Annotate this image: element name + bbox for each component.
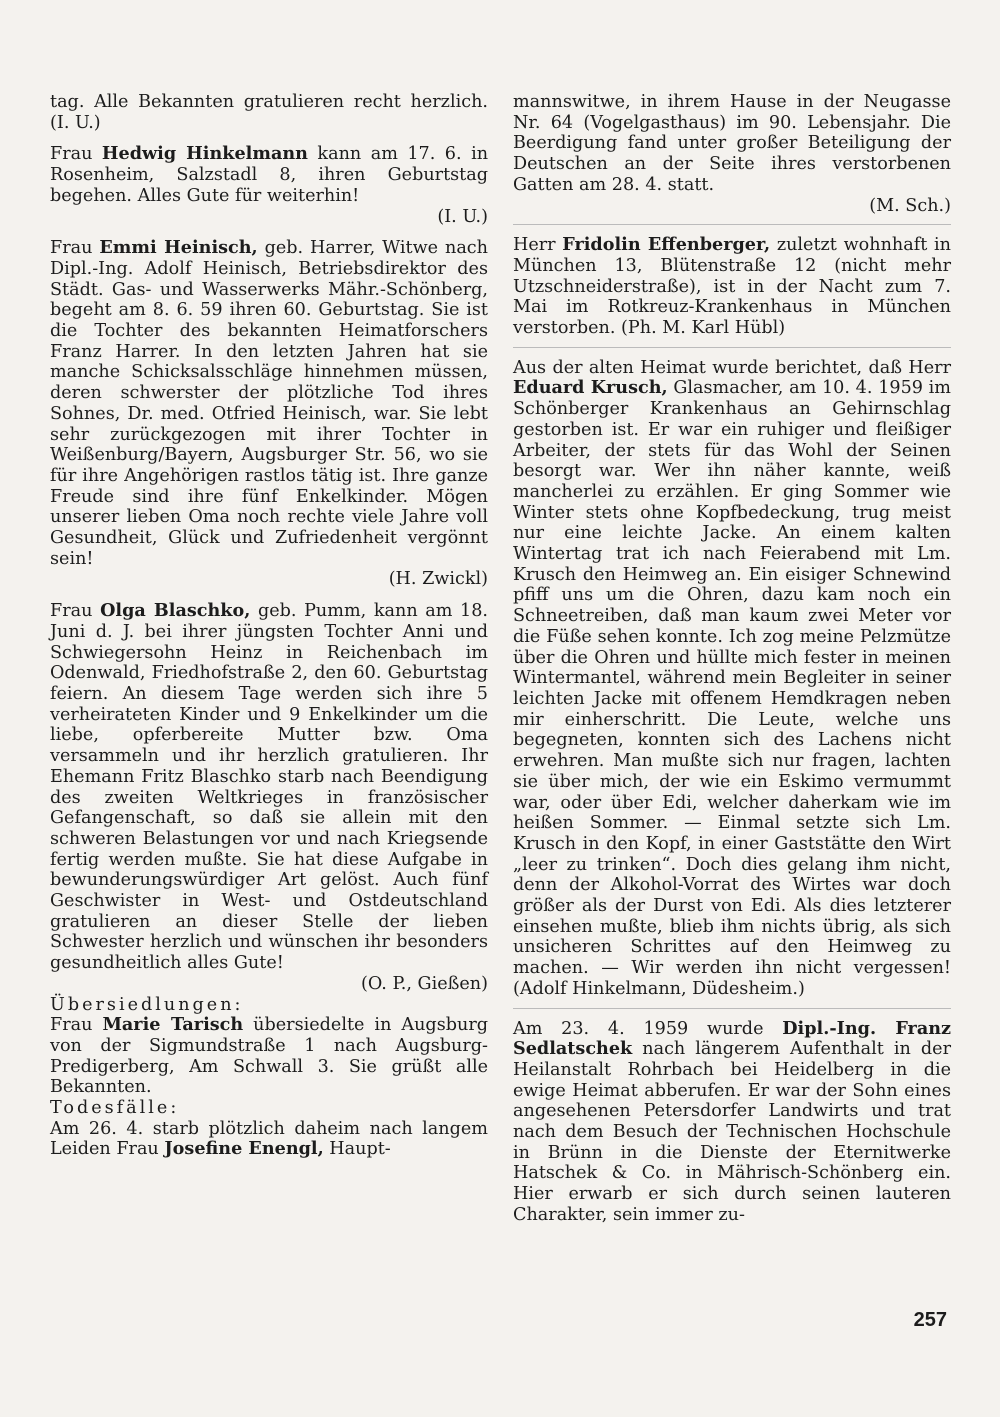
- signature: (O. P., Gießen): [361, 973, 488, 994]
- notice-effenberger: Herr Fridolin Effenberger, zuletzt wohnhaft in München 13, Blütenstraße 12 (nicht mehr Utzschneiderstraße), ist in der Nacht zum 7. Mai im Rotkreuz-Krankenhaus in München verstorben. (Ph. M. Karl Hübl): [513, 234, 951, 339]
- notice-sedlatschek: Am 23. 4. 1959 wurde Dipl.-Ing. Franz Sedlatschek nach längerem Aufenthalt in der Heilanstalt Rohrbach bei Heidelberg in die ewige Heimat abberufen. Er war der Sohn eines angesehenen Petersdorfer Landwirts und trat nach dem Besuch der Technischen Hochschule in Brünn in die Dienste der Eternitwerke Hatschek & Co. in Mährisch-Schönberg ein. Hier erwarb er sich durch seinen lauteren Charakter, sein immer zu-: [513, 1017, 952, 1225]
- person-name: Josefine Enengl,: [164, 1138, 324, 1160]
- person-name: Eduard Krusch,: [513, 377, 668, 399]
- person-name: Emmi Heinisch,: [99, 237, 258, 259]
- paragraph-continuation: mannswitwe, in ihrem Hause in der Neugasse Nr. 64 (Vogelgasthaus) im 90. Lebensjahr. Die Beerdigung fand unter großer Beteiligung der Deutschen an der Seite ihres verstorbenen Gatten am 28. 4. statt.: [513, 92, 951, 195]
- left-column: [50, 92, 488, 1160]
- paragraph-continuation: tag. Alle Bekannten gratulieren recht herzlich. (I. U.): [50, 92, 488, 133]
- divider: [513, 224, 951, 225]
- person-name: Dipl.-Ing. Franz Sedlatschek: [513, 1017, 952, 1060]
- person-name: Marie Tarisch: [102, 1014, 244, 1036]
- divider: [513, 347, 951, 348]
- notice-hinkelmann: Frau Hedwig Hinkelmann kann am 17. 6. in Rosenheim, Salzstadl 8, ihren Geburtstag begehen. Alles Gute für weiterhin!: [50, 143, 489, 206]
- person-name: Olga Blaschko,: [100, 600, 251, 622]
- person-name: Hedwig Hinkelmann: [101, 143, 308, 165]
- divider: [513, 1008, 951, 1009]
- notice-enengl: Am 26. 4. starb plötzlich daheim nach langem Leiden Frau Josefine Enengl, Haupt-: [50, 1118, 488, 1160]
- notice-heinisch: Frau Emmi Heinisch, geb. Harrer, Witwe nach Dipl.-Ing. Adolf Heinisch, Betriebsdirektor des Städt. Gas- und Wasserwerks Mähr.-Schönberg, begeht am 8. 6. 59 ihren 60. Geburtstag. Sie ist die Tochter des bekannten Heimatforschers Franz Harrer. In den letzten Jahren hat sie manche Schicksalsschläge hinnehmen müssen, deren schwerster der plötzliche Tod ihres Sohnes, Dr. med. Otfried Heinisch, war. Sie lebt sehr zurückgezogen mit ihrer Tochter in Weißenburg/Bayern, Augsburger Str. 56, wo sie für ihre Angehörigen rastlos tätig ist. Ihre ganze Freude sind ihre fünf Enkelkinder. Mögen unserer lieben Oma noch rechte viele Jahre voll Gesundheit, Glück und Zufriedenheit vergönnt sein!: [50, 237, 488, 569]
- notice-blaschko: Frau Olga Blaschko, geb. Pumm, kann am 18. Juni d. J. bei ihrer jüngsten Tochter Anni und Schwiegersohn Heinz in Reichenbach im Odenwald, Friedhofstraße 2, den 60. Geburtstag feiern. An diesem Tage werden sich ihre 5 verheirateten Kinder und 9 Enkelkinder um die liebe, opferbereite Mutter bzw. Oma versammeln und ihr herzlich gratulieren. Ihr Ehemann Fritz Blaschko starb nach Beendigung des zweiten Weltkrieges in französischer Gefangenschaft, so daß sie allein mit den schweren Belastungen vor und nach Kriegsende fertig werden mußte. Sie hat diese Aufgabe in bewunderungswürdiger Art gelöst. Auch fünf Geschwister in West- und Ostdeutschland gratulieren an dieser Stelle der lieben Schwester herzlich und wünschen ihr besonders gesundheitlich alles Gute!: [50, 600, 489, 974]
- signature: (I. U.): [437, 206, 488, 227]
- section-heading-moves: Übersiedlungen:: [50, 994, 244, 1015]
- page-number: 257: [913, 1309, 947, 1331]
- signature: (H. Zwickl): [388, 569, 488, 590]
- right-column: [513, 92, 951, 1226]
- notice-tarisch: Frau Marie Tarisch übersiedelte in Augsburg von der Sigmundstraße 1 nach Augsburg-Predigerberg, Am Schwall 3. Sie grüßt alle Bekannten.: [50, 1014, 488, 1098]
- signature: (M. Sch.): [869, 195, 951, 216]
- person-name: Fridolin Effenberger,: [562, 234, 771, 256]
- section-heading-deaths: Todesfälle:: [50, 1098, 180, 1119]
- notice-krusch: Aus der alten Heimat wurde berichtet, daß Herr Eduard Krusch, Glasmacher, am 10. 4. 1959 im Schönberger Krankenhaus an Gehirnschlag gestorben ist. Er war ein ruhiger und fleißiger Arbeiter, der stets für das Wohl der Seinen besorgt war. Wer ihn näher kannte, weiß mancherlei zu erzählen. Er ging Sommer wie Winter stets ohne Kopfbedeckung, trug meist nur eine leichte Jacke. An einem kalten Wintertag trat ich nach Feierabend mit Lm. Krusch den Heimweg an. Ein eisiger Schnewind pfiff uns um die Ohren, dazu kam noch ein Schneetreiben, daß man kaum zwei Meter vor die Füße sehen konnte. Ich zog meine Pelzmütze über die Ohren und hüllte mich fester in meinen Wintermantel, während mein Begleiter in seiner leichten Jacke mit offenem Hemdkragen neben mir einherschritt. Die Leute, welche uns begegneten, konnten sich des Lachens nicht erwehren. Man mußte sich nur fragen, lachten sie über mich, der wie ein Eskimo vermummt war, oder über Edi, welcher daherkam wie im heißen Sommer. — Einmal setzte sich Lm. Krusch in den Kopf, in einer Gaststätte den Wirt „leer zu trinken“. Doch dies gelang ihm nicht, denn der Alkohol-Vorrat des Wirtes war doch größer als der Durst von Edi. Als dies letzterer einsehen mußte, blieb ihm nichts übrig, als sich unsicheren Schrittes auf den Heimweg zu machen. — Wir werden ihn nicht vergessen! (Adolf Hinkelmann, Düdesheim.): [513, 357, 951, 999]
